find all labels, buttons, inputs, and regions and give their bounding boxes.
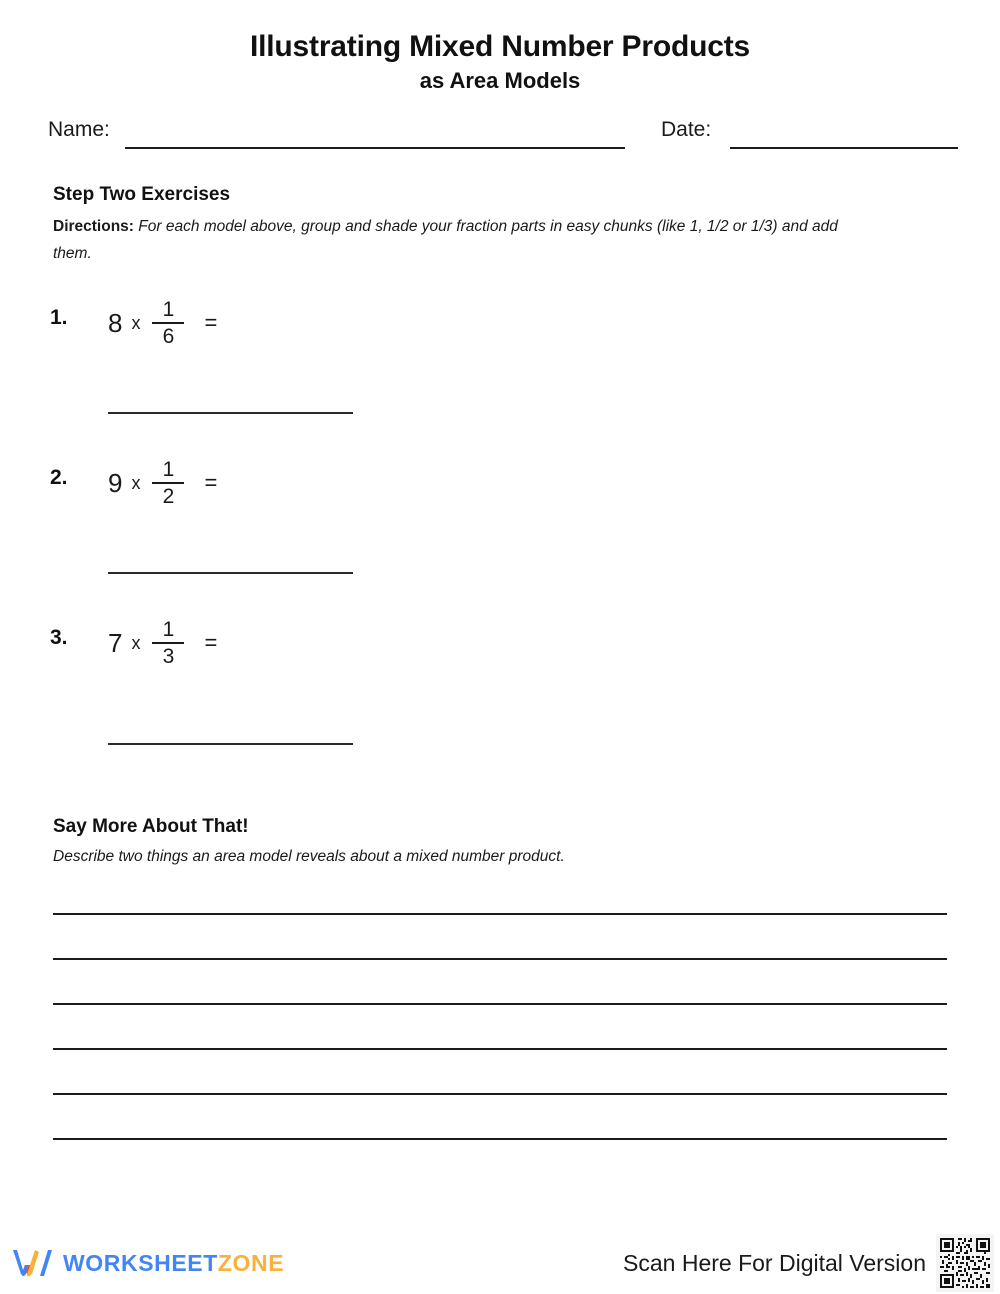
whole-number: 8 [108, 308, 123, 338]
multiply-operator: x [131, 473, 141, 493]
fraction-denominator: 6 [162, 325, 175, 348]
fraction [149, 619, 187, 667]
fraction-denominator: 2 [162, 485, 175, 508]
title-line-2: as Area Models [419, 68, 581, 93]
fraction-denominator: 3 [162, 645, 175, 668]
scan-section [623, 1232, 994, 1294]
equals-sign: = [204, 310, 218, 335]
date-input-line[interactable] [730, 147, 958, 149]
say-more-heading: Say More About That! [53, 816, 249, 837]
writing-line[interactable] [53, 1138, 947, 1140]
worksheet-zone-logo[interactable] [10, 1246, 284, 1280]
directions [53, 213, 843, 267]
title-line-1: Illustrating Mixed Number Products [250, 30, 750, 63]
exercise-expression [108, 608, 217, 678]
say-more-prompt: Describe two things an area model reveals about a mixed number product. [53, 848, 565, 865]
equals-sign: = [204, 630, 218, 655]
section-heading: Step Two Exercises [53, 184, 231, 205]
scan-label: Scan Here For Digital Version [623, 1249, 926, 1276]
date-label: Date: [661, 118, 712, 141]
exercise-expression [108, 288, 217, 358]
exercise-2 [50, 448, 470, 518]
writing-line[interactable] [53, 1093, 947, 1095]
logo-word-zone: ZONE [217, 1249, 285, 1276]
page-footer [0, 1232, 1000, 1294]
exercise-1 [50, 288, 470, 358]
worksheet-zone-logo-text [63, 1249, 285, 1276]
fraction-numerator: 1 [162, 618, 175, 641]
answer-line-2[interactable] [108, 572, 353, 574]
worksheet-zone-logo-icon [10, 1246, 54, 1280]
equals-sign: = [204, 470, 218, 495]
fraction [149, 299, 187, 347]
writing-line[interactable] [53, 913, 947, 915]
logo-word-worksheet: WORKSHEET [63, 1249, 218, 1276]
qr-code-icon[interactable] [936, 1234, 994, 1292]
answer-line-1[interactable] [108, 412, 353, 414]
name-input-line[interactable] [125, 147, 625, 149]
multiply-operator: x [131, 633, 141, 653]
whole-number: 7 [108, 628, 123, 658]
exercise-expression [108, 448, 217, 518]
directions-text: For each model above, group and shade your fraction parts in easy chunks (like 1, 1/2 or 1/3) and add them. [53, 218, 838, 262]
exercise-3 [50, 608, 470, 678]
writing-line[interactable] [53, 1048, 947, 1050]
fraction-numerator: 1 [162, 298, 175, 321]
fraction [149, 459, 187, 507]
exercise-number: 2. [50, 466, 68, 489]
writing-line[interactable] [53, 958, 947, 960]
exercise-number: 1. [50, 306, 68, 329]
multiply-operator: x [131, 313, 141, 333]
name-date-row [48, 118, 958, 152]
directions-label: Directions: [53, 218, 134, 235]
writing-line[interactable] [53, 1003, 947, 1005]
whole-number: 9 [108, 468, 123, 498]
page-title [0, 28, 1000, 96]
answer-line-3[interactable] [108, 743, 353, 745]
name-label: Name: [48, 118, 110, 141]
fraction-numerator: 1 [162, 458, 175, 481]
exercise-number: 3. [50, 626, 68, 649]
